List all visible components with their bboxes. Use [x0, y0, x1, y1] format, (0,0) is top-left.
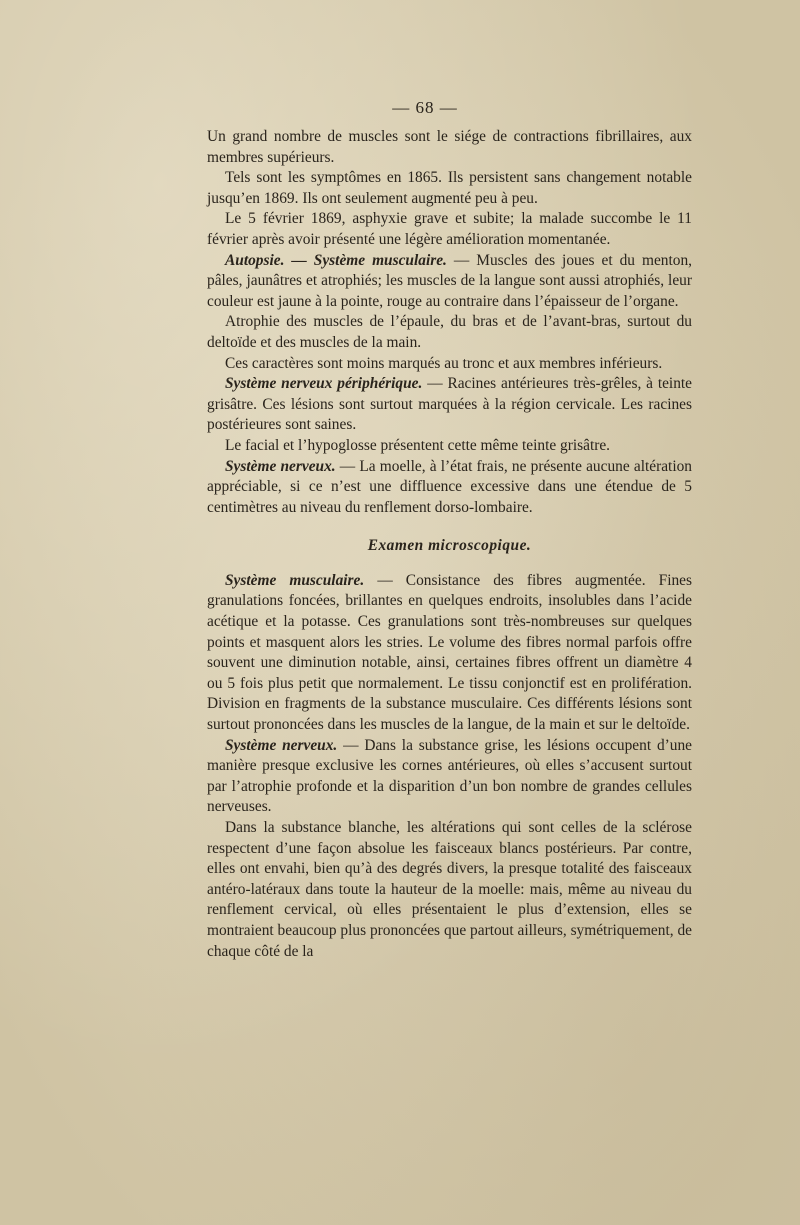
paragraph	[207, 312, 692, 353]
paragraph-text: Dans la substance blanche, les altérations qui sont celles de la sclérose respectent d’une façon absolue les faisceaux blancs postérieurs. Par contre, elles ont envahi, bien qu’à des degrés divers, la presque totalité des faisceaux antéro-latéraux dans toute la hauteur de la moelle: mais, même au niveau du renflement cervical, où elles présentaient le plus d’extension, elles se montraient beaucoup plus prononcées que partout ailleurs, symétriquement, de chaque côté de la	[207, 819, 692, 960]
paragraph-label: Système musculaire.	[225, 571, 365, 589]
paragraph-text: Le 5 février 1869, asphyxie grave et subite; la malade succombe le 11 février après avoir présenté une légère amélioration momentanée.	[207, 210, 692, 248]
paragraph-text: — La moelle, à l’état frais, ne présente aucune altération appréciable, si ce n’est une diffluence excessive dans une étendue de 5 centimètres au niveau du renflement dorso-lombaire.	[207, 457, 692, 516]
paragraph	[207, 251, 692, 313]
paragraph-text: Tels sont les symptômes en 1865. Ils persistent sans changement notable jusqu’en 1869. Ils ont seulement augmenté peu à peu.	[207, 169, 692, 207]
paragraph	[207, 168, 692, 209]
paragraph	[207, 818, 692, 962]
paragraph-text: — Racines antérieures très-grêles, à teinte grisâtre. Ces lésions sont surtout marquées à la région cervicale. Les racines postérieures sont saines.	[207, 375, 692, 434]
paragraph	[207, 436, 692, 457]
paragraph-text: — Consistance des fibres augmentée. Fines granulations foncées, brillantes en quelques endroits, insolubles dans l’acide acétique et la potasse. Ces granulations sont très-nombreuses sur quelques points et masquent alors les stries. Le volume des fibres normal parfois offre souvent une diminution notable, ainsi, certaines fibres offrent un diamètre 4 ou 5 fois plus petit que normalement. Le tissu conjonctif est en prolifération. Division en fragments de la substance musculaire. Ces différents lésions sont surtout prononcées dans les muscles de la langue, de la main et sur le deltoïde.	[207, 571, 692, 734]
paragraph	[207, 354, 692, 375]
paragraph-label: Système nerveux.	[225, 457, 336, 475]
paragraph-label: Système nerveux périphérique.	[225, 375, 423, 393]
paragraph	[207, 209, 692, 250]
paragraph	[207, 127, 692, 168]
paragraph-text: Le facial et l’hypoglosse présentent cette même teinte grisâtre.	[225, 436, 611, 454]
paragraph-text: Un grand nombre de muscles sont le siége de contractions fibrillaires, aux membres supérieurs.	[207, 128, 692, 166]
paragraph-label: Autopsie. — Système musculaire.	[225, 251, 447, 269]
paragraph	[207, 736, 692, 818]
paragraph-text: Atrophie des muscles de l’épaule, du bras et de l’avant-bras, surtout du deltoïde et des muscles de la main.	[207, 313, 692, 351]
paragraph	[207, 374, 692, 436]
paragraph-text: — Dans la substance grise, les lésions occupent d’une manière presque exclusive les cornes antérieures, où elles s’accusent surtout par l’atrophie profonde et la disparition d’un bon nombre de grandes cellules nerveuses.	[207, 736, 692, 816]
paragraph-text: Ces caractères sont moins marqués au tronc et aux membres inférieurs.	[225, 354, 663, 372]
page-number: — 68 —	[392, 98, 458, 117]
paragraph-label: Système nerveux.	[225, 736, 338, 754]
paragraph	[207, 571, 692, 736]
paragraph-text: — Muscles des joues et du menton, pâles, jaunâtres et atrophiés; les muscles de la langue sont aussi atrophiés, leur couleur est jaune à la pointe, rouge au contraire dans l’épaisseur de l’organe.	[207, 251, 692, 310]
page-body	[207, 127, 692, 962]
paragraph	[207, 457, 692, 519]
section-heading: Examen microscopique.	[367, 537, 532, 555]
